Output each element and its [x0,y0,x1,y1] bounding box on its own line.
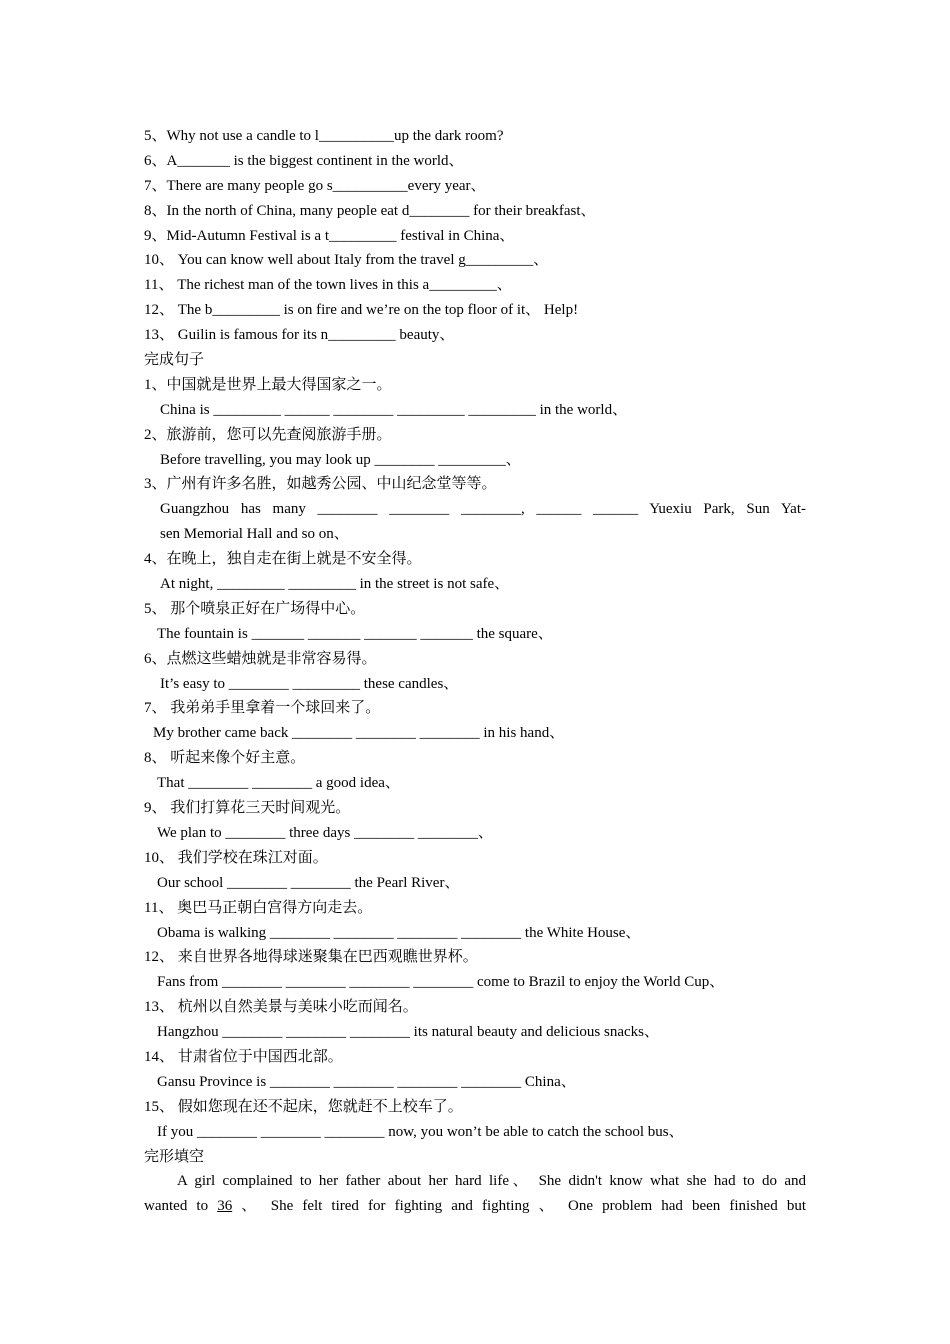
section-heading-cloze: 完形填空 [144,1148,205,1165]
cloze-blank-number: 36 [217,1198,233,1215]
sentence-14-english: Gansu Province is ________ ________ ________ ________ China、 [157,1073,576,1090]
sentence-12-chinese: 12、 来自世界各地得球迷聚集在巴西观瞧世界杯。 [144,949,478,966]
sentence-3-chinese: 3、广州有许多名胜，如越秀公园、中山纪念堂等等。 [144,476,497,493]
sentence-13-chinese: 13、 杭州以自然美景与美味小吃而闻名。 [144,999,418,1016]
sentence-6-chinese: 6、点燃这些蜡烛就是非常容易得。 [144,650,377,667]
sentence-11-english: Obama is walking ________ ________ ________ ________ the White House、 [157,924,641,941]
sentence-9-chinese: 9、 我们打算花三天时间观光。 [144,800,351,817]
sentence-15-chinese: 15、 假如您现在还不起床，您就赶不上校车了。 [144,1098,463,1115]
sentence-13-english: Hangzhou ________ ________ ________ its natural beauty and delicious snacks、 [157,1024,660,1041]
exercise-content [144,124,806,1219]
sentence-7-chinese: 7、 我弟弟手里拿着一个球回来了。 [144,700,381,717]
vocab-item-12: 12、 The b_________ is on fire and we’re on the top floor of it、 Help! [144,302,579,319]
sentence-3-english-line-1: Guangzhou has many ________ ________ ________, ______ ______ Yuexiu Park, Sun Yat- [160,501,806,518]
sentence-1-chinese: 1、中国就是世界上最大得国家之一。 [144,376,392,393]
sentence-10-english: Our school ________ ________ the Pearl River、 [157,874,460,891]
sentence-8-chinese: 8、 听起来像个好主意。 [144,750,306,767]
sentence-4-english: At night, _________ _________ in the street is not safe、 [160,576,510,593]
sentence-12-english: Fans from ________ ________ ________ ________ come to Brazil to enjoy the World Cup、 [157,974,725,991]
vocab-item-5: 5、Why not use a candle to l__________up the dark room? [144,128,504,144]
sentence-6-english: It’s easy to ________ _________ these candles、 [160,675,459,692]
sentence-10-chinese: 10、 我们学校在珠江对面。 [144,849,328,866]
sentence-8-english: That ________ ________ a good idea、 [157,775,400,792]
sentence-11-chinese: 11、 奥巴马正朝白宫得方向走去。 [144,899,373,916]
vocab-item-9: 9、Mid-Autumn Festival is a t_________ festival in China、 [144,227,515,244]
sentence-2-chinese: 2、旅游前，您可以先查阅旅游手册。 [144,426,392,443]
sentence-3-english-line-2: sen Memorial Hall and so on、 [160,526,349,543]
vocab-item-10: 10、 You can know well about Italy from the travel g_________、 [144,252,549,269]
sentence-2-english: Before travelling, you may look up ________ _________、 [160,451,521,468]
cloze-text-before-blank: wanted to [144,1198,218,1215]
sentence-9-english: We plan to ________ three days ________ ________、 [157,824,493,841]
sentence-1-english: China is _________ ______ ________ _________ _________ in the world、 [160,401,628,418]
vocab-item-13: 13、 Guilin is famous for its n_________ beauty、 [144,327,455,344]
sentence-5-english: The fountain is _______ _______ _______ _______ the square、 [157,625,553,642]
sentence-7-english: My brother came back ________ ________ ________ in his hand、 [153,725,565,742]
vocab-item-11: 11、 The richest man of the town lives in this a_________、 [144,277,512,294]
cloze-passage-line-1: A girl complained to her father about her hard life、 She didn't know what she had to do and [177,1173,806,1190]
vocab-item-6: 6、A_______ is the biggest continent in the world、 [144,152,464,169]
vocab-item-7: 7、There are many people go s__________every year、 [144,177,486,194]
sentence-15-english: If you ________ ________ ________ now, you won’t be able to catch the school bus、 [157,1123,684,1140]
sentence-5-chinese: 5、 那个喷泉正好在广场得中心。 [144,600,366,617]
vocab-item-8: 8、In the north of China, many people eat d________ for their breakfast、 [144,202,596,219]
cloze-passage-line-2 [144,1194,806,1219]
cloze-text-after-blank: 、 She felt tired for fighting and fighting 、 One problem had been finished but [232,1198,806,1215]
section-heading-complete-sentences: 完成句子 [144,352,205,369]
sentence-14-chinese: 14、 甘肃省位于中国西北部。 [144,1048,343,1065]
sentence-4-chinese: 4、在晚上，独自走在街上就是不安全得。 [144,551,422,568]
